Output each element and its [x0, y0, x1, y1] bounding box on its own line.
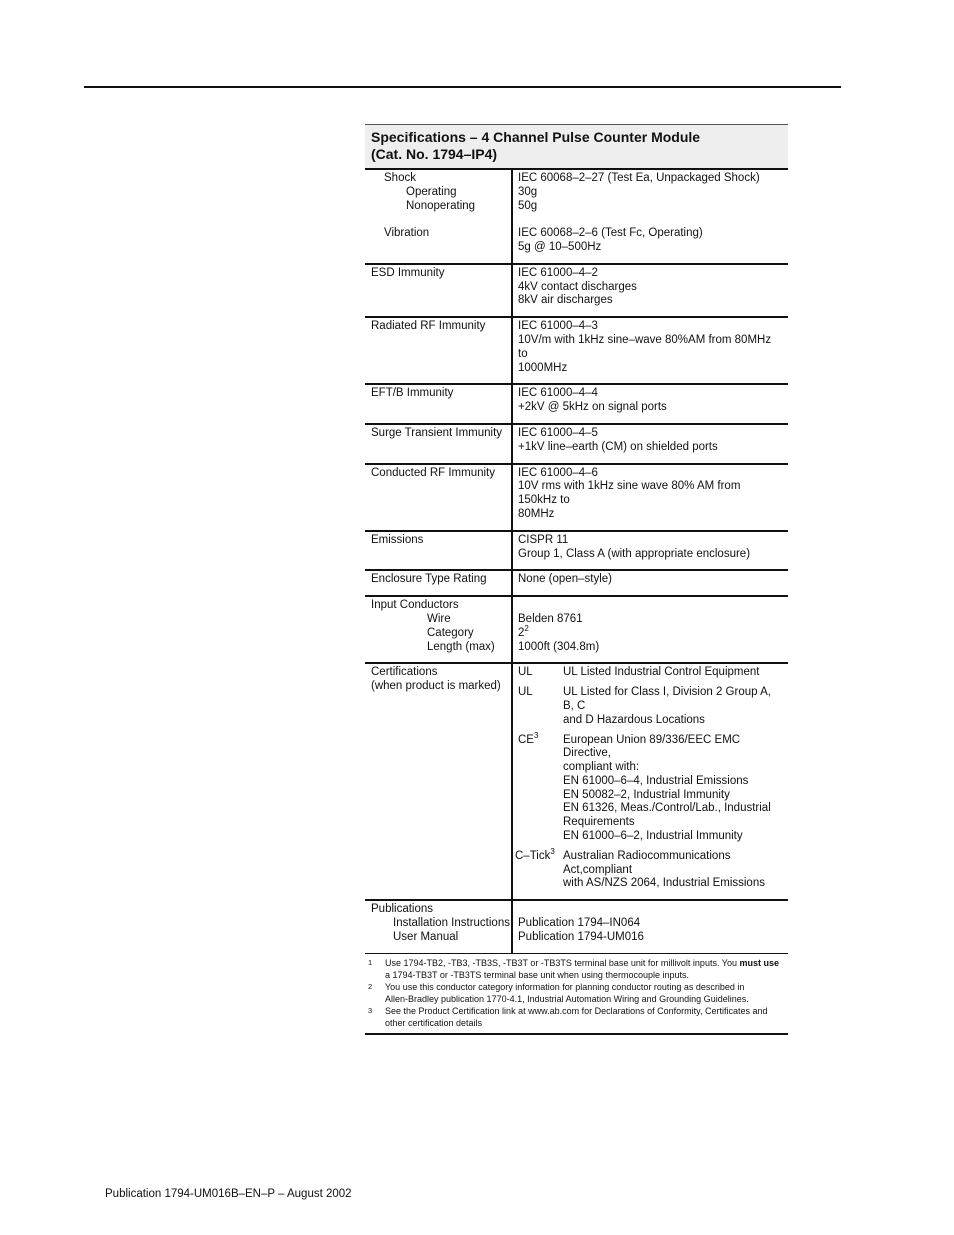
shock-label: Shock: [384, 172, 416, 184]
input-length-value: 1000ft (304.8m): [518, 640, 600, 653]
eftb-label: EFT/B Immunity: [371, 387, 454, 400]
footnote-1: 1 Use 1794-TB2, -TB3, -TB3S, -TB3T or -TB3TS terminal base unit for millivolt inputs. You must use a 1794-TB3T or -TB3TS terminal base unit when using thermocouple inputs.: [368, 957, 779, 980]
publications-install-label: Installation Instructions: [393, 917, 510, 930]
row-certifications: [365, 664, 788, 901]
radiated-label: Radiated RF Immunity: [371, 320, 486, 333]
publications-manual-label: User Manual: [393, 930, 459, 943]
row-enclosure: [365, 571, 788, 597]
cert-ul-industrial: UL UL Listed Industrial Control Equipment: [518, 666, 760, 679]
footnote-ref-3: 3: [533, 730, 539, 740]
input-length-label: Length (max): [427, 640, 495, 653]
row-input-conductors: [365, 597, 788, 664]
conducted-label: Conducted RF Immunity: [371, 466, 495, 479]
input-category-label: Category: [427, 626, 474, 639]
footnote-3: 3 See the Product Certification link at www.ab.com for Declarations of Conformity, Certificates and other certification details: [368, 1005, 768, 1028]
cert-label-line2: (when product is marked): [371, 680, 501, 693]
table-title-line1: Specifications – 4 Channel Pulse Counter Module: [371, 129, 701, 145]
surge-line2: +1kV line–earth (CM) on shielded ports: [518, 440, 718, 453]
cert-ul-hazardous: UL UL Listed for Class I, Division 2 Group A, B, C and D Hazardous Locations: [518, 686, 771, 726]
radiated-line3: 1000MHz: [518, 361, 568, 374]
shock-standard: IEC 60068–2–27 (Test Ea, Unpackaged Shock): [518, 172, 760, 184]
row-radiated-rf: [365, 318, 788, 385]
radiated-line1: IEC 61000–4–3: [518, 320, 598, 333]
emissions-label: Emissions: [371, 533, 424, 546]
shock-operating-value: 30g: [518, 185, 538, 198]
surge-label: Surge Transient Immunity: [371, 426, 503, 439]
table-title: [365, 124, 788, 170]
specifications-table: [365, 124, 788, 1035]
esd-line3: 8kV air discharges: [518, 294, 613, 307]
header-rule: [84, 86, 841, 88]
row-esd: [365, 265, 788, 318]
input-wire-value: Belden 8761: [518, 612, 583, 625]
enclosure-label: Enclosure Type Rating: [371, 573, 487, 586]
shock-operating-label: Operating: [406, 185, 457, 198]
conducted-line1: IEC 61000–4–6: [518, 466, 598, 479]
radiated-line2: 10V/m with 1kHz sine–wave 80%AM from 80MHz to: [518, 333, 772, 360]
input-category-value: $2^2$: [518, 623, 529, 639]
footnote-ref-3b: 3: [550, 847, 555, 857]
input-wire-label: Wire: [427, 612, 451, 625]
table-title-line2: (Cat. No. 1794–IP4): [371, 146, 498, 162]
emissions-line1: CISPR 11: [518, 533, 569, 546]
cert-label-line1: Certifications: [371, 666, 438, 679]
page-footer: Publication 1794-UM016B–EN–P – August 2002: [105, 1188, 352, 1200]
row-emissions: [365, 532, 788, 572]
emissions-line2: Group 1, Class A (with appropriate enclosure): [518, 547, 751, 560]
esd-label: ESD Immunity: [371, 266, 445, 279]
row-shock-vibration: [365, 170, 788, 265]
eftb-line1: IEC 61000–4–4: [518, 387, 598, 400]
conducted-line3: 80MHz: [518, 507, 555, 520]
footnote-ref-2: 2: [524, 623, 529, 633]
eftb-line2: +2kV @ 5kHz on signal ports: [518, 401, 667, 414]
publications-label: Publications: [371, 903, 434, 916]
shock-nonoperating-label: Nonoperating: [406, 199, 476, 212]
row-conducted-rf: [365, 465, 788, 532]
cert-ce: $CE^3$ European Union 89/336/EEC EMC Directive, compliant with: EN 61000–6–4, Industrial Emissions EN 50082–2, Industrial Immunity EN 61326, Meas./Control/Lab., Industrial Requirements EN 61000–6–2, Industrial Immunity: [518, 730, 771, 843]
esd-line1: IEC 61000–4–2: [518, 266, 598, 279]
enclosure-value: None (open–style): [511, 571, 788, 595]
esd-line2: 4kV contact discharges: [518, 280, 637, 293]
cert-ctick: C–Tick$^3$ Australian Radiocommunications Act,compliant with AS/NZS 2064, Industrial Emissions: [515, 847, 765, 890]
surge-line1: IEC 61000–4–5: [518, 426, 598, 439]
publications-install-value: Publication 1794–IN064: [518, 917, 641, 930]
vibration-standard: IEC 60068–2–6 (Test Fc, Operating): [518, 227, 703, 240]
footnote-2: 2 You use this conductor category information for planning conductor routing as described in Allen-Bradley publication 1770-4.1, Industrial Automation Wiring and Grounding Guidelines.: [368, 981, 749, 1004]
row-publications: [365, 901, 788, 952]
conducted-line2: 10V rms with 1kHz sine wave 80% AM from 150kHz to: [518, 480, 741, 507]
vibration-value: 5g @ 10–500Hz: [518, 240, 602, 253]
row-surge: [365, 425, 788, 465]
vibration-label: Vibration: [384, 227, 430, 240]
input-label: Input Conductors: [371, 599, 459, 612]
shock-nonoperating-value: 50g: [518, 199, 538, 212]
footnotes: [365, 953, 788, 1035]
row-eftb: [365, 385, 788, 425]
publications-manual-value: Publication 1794-UM016: [518, 930, 644, 943]
